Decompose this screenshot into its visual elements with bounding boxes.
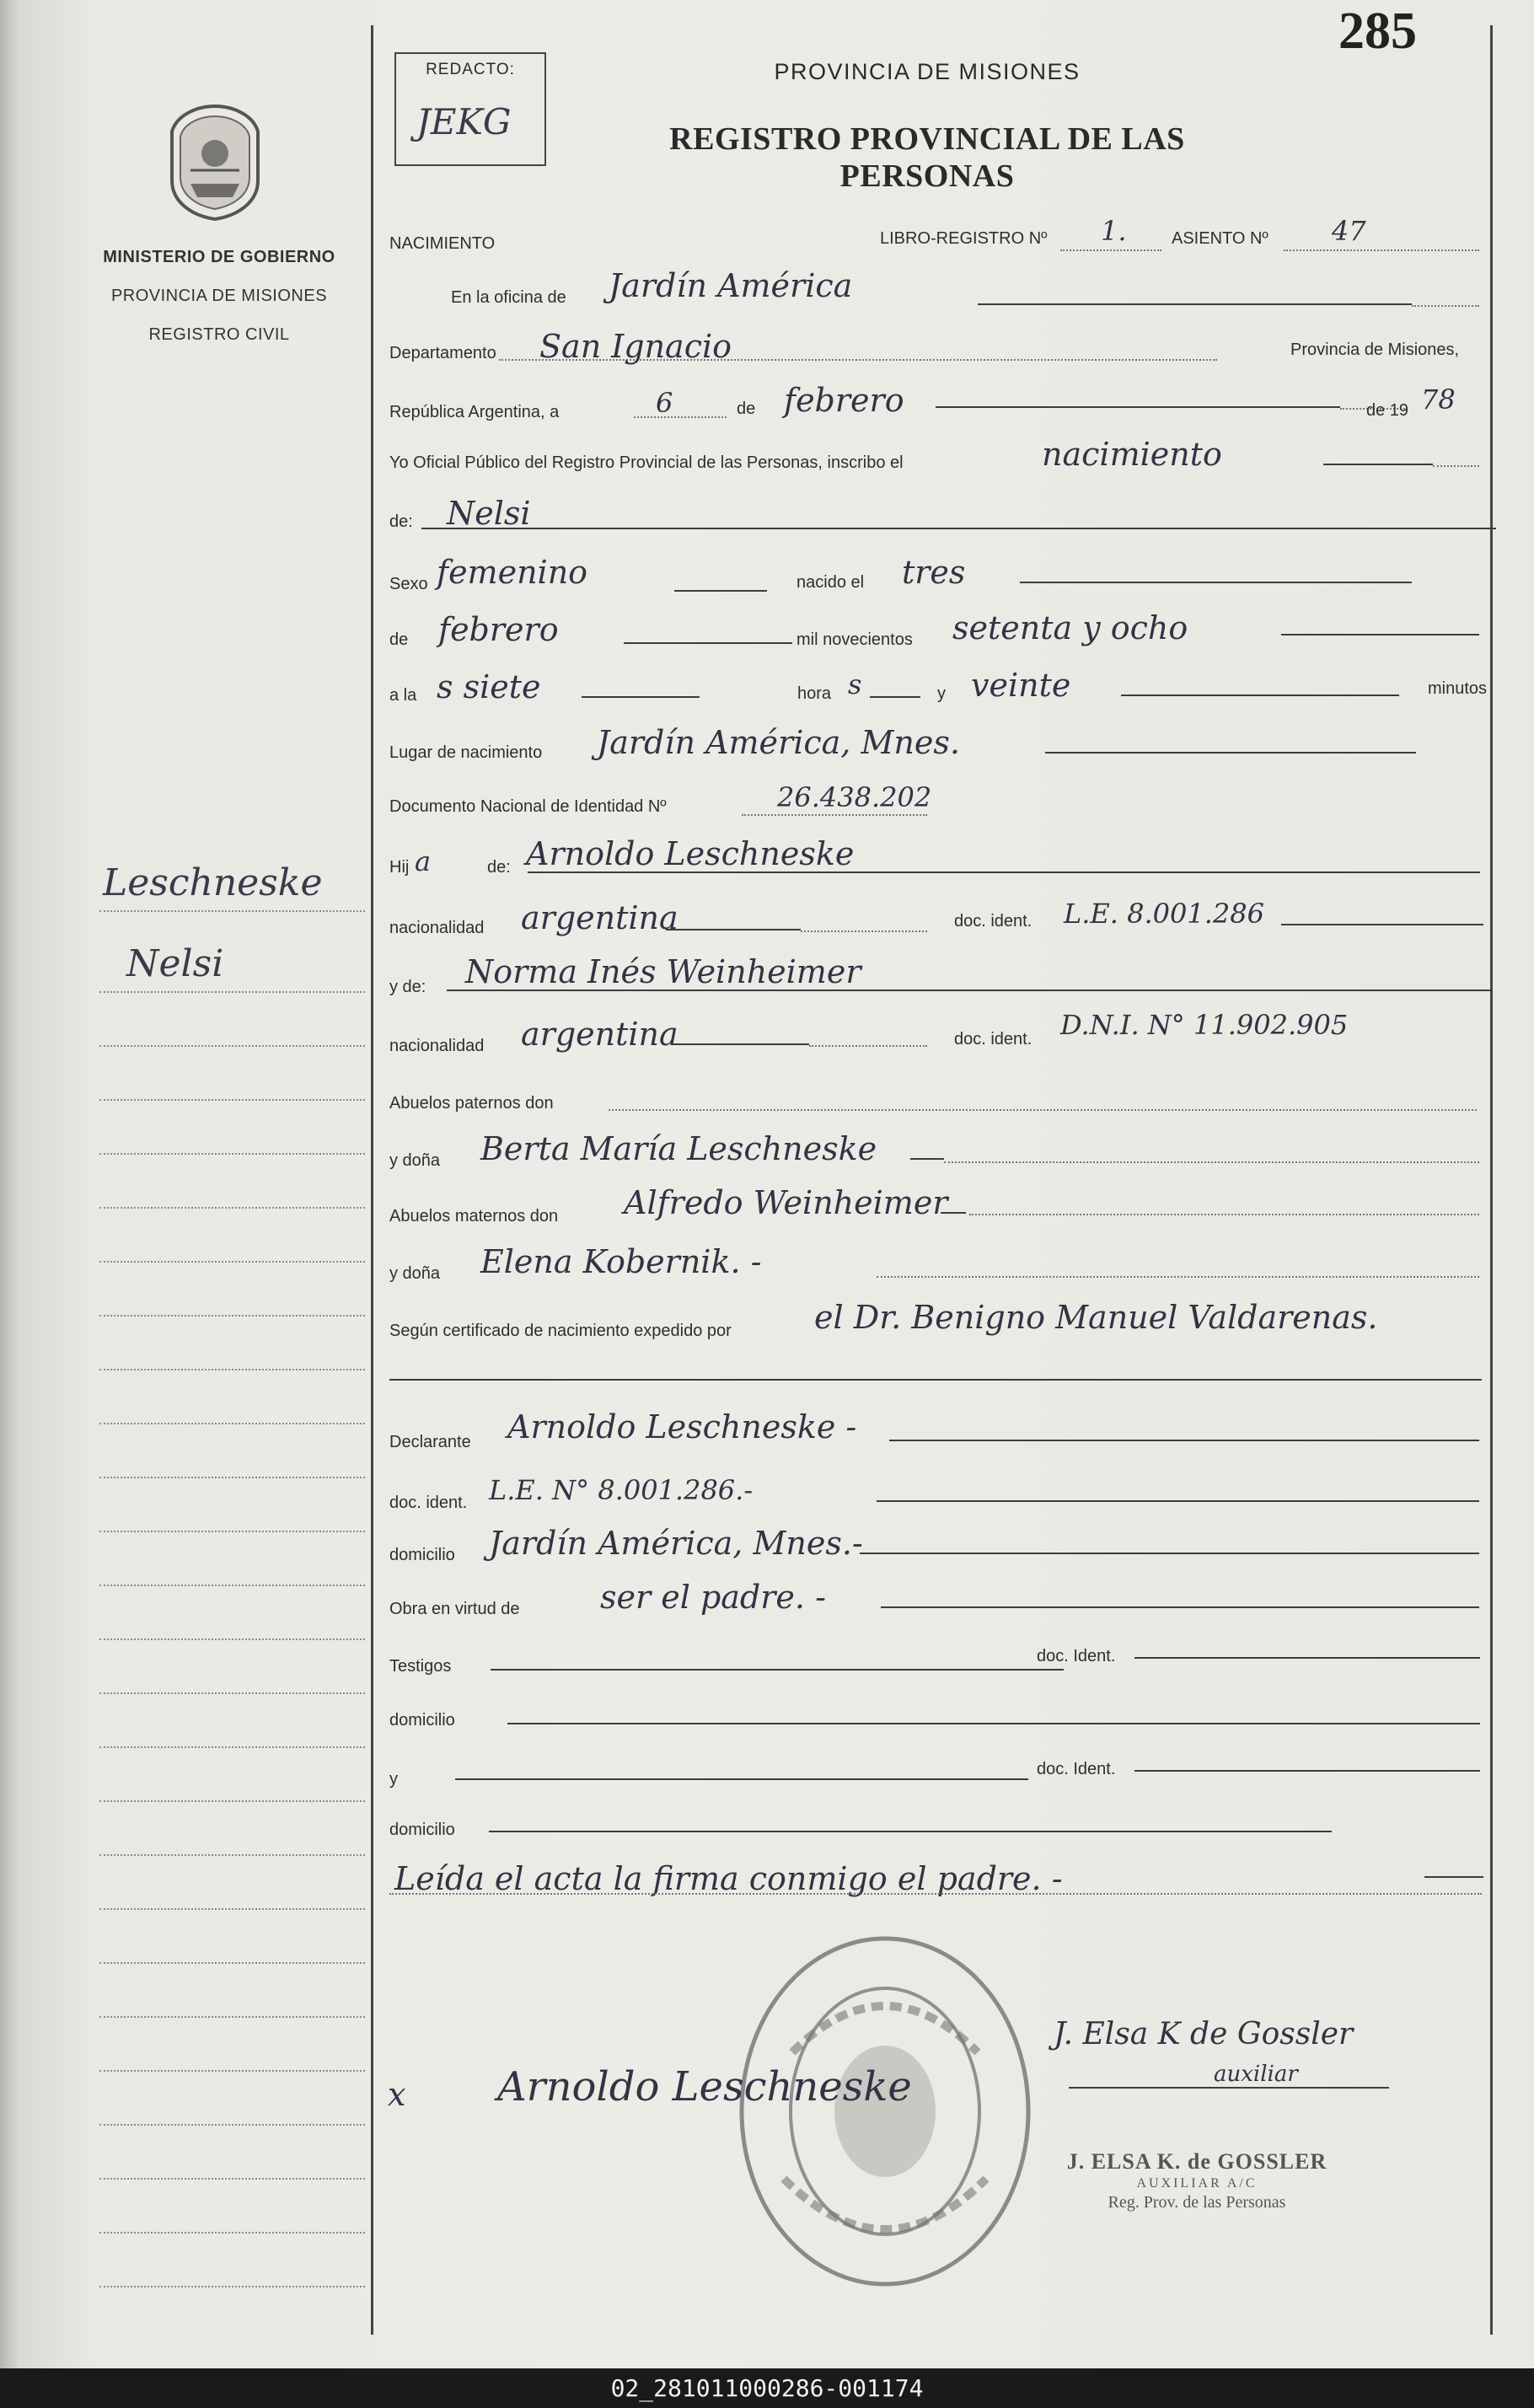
dni-label: Documento Nacional de Identidad Nº — [389, 797, 667, 816]
testigo2-line — [455, 1778, 1028, 1780]
horas-suffix: s — [848, 668, 862, 700]
nombre-value: Nelsi — [447, 495, 531, 532]
header-registry: REGISTRO PROVINCIAL DE LAS PERSONAS — [669, 121, 1185, 194]
dia-value: 6 — [656, 387, 673, 419]
record-type-label: NACIMIENTO — [389, 234, 496, 253]
obra-label: Obra en virtud de — [389, 1600, 520, 1618]
margin-rule — [99, 1423, 365, 1424]
anio2-line — [1281, 634, 1479, 636]
asiento-label: ASIENTO Nº — [1172, 229, 1268, 248]
margin-rule — [99, 1585, 365, 1586]
mes-value: febrero — [784, 382, 904, 419]
padre-nac-value: argentina — [521, 899, 678, 936]
padre-nac-label: nacionalidad — [389, 919, 485, 937]
testigo1-doc-label: doc. Ident. — [1037, 1647, 1116, 1665]
stamp-org: Reg. Prov. de las Personas — [1108, 2193, 1286, 2212]
ministry-name: MINISTERIO DE GOBIERNO — [103, 248, 335, 266]
margin-rule — [99, 1638, 365, 1640]
departamento-label: Departamento — [389, 344, 496, 362]
dni-dots — [742, 814, 927, 816]
anio-label: de 19 — [1366, 401, 1409, 420]
acto-dots — [1433, 465, 1479, 467]
obra-line — [881, 1606, 1479, 1608]
republica-label: República Argentina, a — [389, 403, 560, 421]
oficial-label: Yo Oficial Público del Registro Provincial de las Personas, inscribo el — [389, 453, 904, 472]
acto-value: nacimiento — [1042, 436, 1222, 473]
mil-label: mil novecientos — [796, 630, 913, 649]
madre-doc-label: doc. ident. — [954, 1030, 1032, 1048]
margin-rule — [99, 1531, 365, 1532]
abuelo-pat-line — [609, 1109, 1477, 1111]
domicilio-line — [860, 1553, 1479, 1554]
signature-x: x — [388, 2076, 406, 2113]
abuela-pat-mark — [910, 1158, 944, 1160]
hora-value: s siete — [437, 668, 541, 705]
minutos-value: veinte — [971, 667, 1071, 704]
nombre-line — [421, 528, 1496, 529]
declarante-line — [889, 1440, 1479, 1441]
margin-rule — [99, 2232, 365, 2234]
official-stamp-icon — [733, 1926, 1037, 2297]
sexo-label: Sexo — [389, 575, 428, 593]
departamento-value: San Ignacio — [539, 328, 732, 365]
domicilio3-label: domicilio — [389, 1821, 455, 1839]
y-dona-pat-label: y doña — [389, 1151, 441, 1170]
a-la-label: a la — [389, 686, 417, 705]
redacto-initials: JEKG — [416, 101, 512, 142]
margin-rule — [99, 2286, 365, 2287]
page-number: 285 — [1338, 3, 1417, 60]
domicilio-label: domicilio — [389, 1546, 455, 1564]
padre-nac-dots — [801, 930, 927, 932]
madre-line — [447, 989, 1492, 991]
certificado-value: el Dr. Benigno Manuel Valdarenas. — [814, 1299, 1378, 1336]
madre-nac-dots — [809, 1045, 927, 1047]
closing-note: Leída el acta la firma conmigo el padre. - — [394, 1860, 1063, 1897]
abuelo-mat-mark — [941, 1212, 966, 1214]
margin-rule — [99, 1908, 365, 1910]
domicilio2-line — [507, 1723, 1480, 1724]
margin-rule — [99, 1315, 365, 1317]
redacto-label: REDACTO: — [426, 61, 515, 78]
official-role-handwritten: auxiliar — [1214, 2062, 1298, 2087]
abuelos-mat-label: Abuelos maternos don — [389, 1207, 559, 1225]
margin-rule — [99, 910, 365, 912]
ministry-office: REGISTRO CIVIL — [148, 325, 290, 344]
nacido-line — [1020, 582, 1412, 583]
ministry-province: PROVINCIA DE MISIONES — [110, 287, 328, 305]
abuelos-pat-label: Abuelos paternos don — [389, 1094, 554, 1113]
testigo1-doc-line — [1134, 1657, 1480, 1659]
y2-label: y — [389, 1770, 398, 1789]
mes2-value: febrero — [438, 611, 559, 648]
padre-doc-line — [1281, 924, 1483, 925]
header-province: PROVINCIA DE MISIONES — [774, 59, 1081, 84]
closing-line — [1424, 1876, 1483, 1878]
certificado-label: Según certificado de nacimiento expedido por — [389, 1322, 732, 1340]
horas-line — [870, 696, 920, 698]
margin-rule — [99, 2124, 365, 2126]
oficina-line — [978, 303, 1412, 305]
domicilio-value: Jardín América, Mnes.- — [489, 1525, 863, 1562]
hij-label: Hij — [389, 858, 410, 877]
de-label: de — [737, 400, 756, 418]
madre-doc-value: D.N.I. N° 11.902.905 — [1060, 1009, 1349, 1041]
madre-nac-value: argentina — [521, 1016, 678, 1053]
image-id-bar — [0, 2368, 1534, 2408]
abuela-pat-value: Berta María Leschneske — [480, 1130, 877, 1167]
margin-rule — [99, 1854, 365, 1856]
lugar-line — [1045, 752, 1416, 754]
abuelo-mat-value: Alfredo Weinheimer — [624, 1184, 948, 1221]
lugar-value: Jardín América, Mnes. — [597, 724, 960, 761]
anio-value: 78 — [1421, 383, 1456, 416]
padre-nac-line — [666, 929, 801, 930]
margin-rule — [99, 1099, 365, 1101]
closing-dots — [389, 1893, 1482, 1895]
sexo-line — [674, 590, 767, 592]
minutos-label: minutos — [1428, 679, 1488, 698]
abuela-pat-dots — [944, 1161, 1479, 1163]
testigo2-doc-line — [1134, 1770, 1480, 1772]
oficina-value: Jardín América — [609, 267, 853, 304]
margin-surname: Leschneske — [103, 861, 323, 904]
y-de-label: y de: — [389, 978, 426, 996]
madre-value: Norma Inés Weinheimer — [465, 953, 861, 990]
father-signature: Arnoldo Leschneske — [497, 2063, 912, 2110]
provincia-suffix: Provincia de Misiones, — [1290, 341, 1460, 359]
anio2-value: setenta y ocho — [952, 609, 1188, 646]
padre-doc-label: doc. ident. — [954, 912, 1032, 930]
padre-line — [528, 871, 1480, 873]
libro-value: 1. — [1101, 215, 1127, 247]
left-margin — [0, 0, 371, 2368]
provincial-seal-icon — [165, 103, 265, 221]
y-dona-mat-label: y doña — [389, 1264, 441, 1283]
nombre-label: de: — [389, 512, 413, 531]
abuela-mat-dots — [877, 1276, 1479, 1278]
margin-rule — [99, 1369, 365, 1370]
margin-rule — [99, 1746, 365, 1748]
obra-value: ser el padre. - — [600, 1579, 826, 1616]
redacto-box — [394, 52, 546, 166]
libro-label: LIBRO-REGISTRO Nº — [880, 229, 1048, 248]
abuela-mat-value: Elena Kobernik. - — [480, 1243, 762, 1280]
asiento-value: 47 — [1332, 215, 1366, 247]
margin-rule — [99, 2178, 365, 2180]
dia-line — [634, 416, 727, 418]
lugar-label: Lugar de nacimiento — [389, 743, 543, 762]
stamp-role: AUXILIAR A/C — [1136, 2176, 1258, 2191]
margin-given-name: Nelsi — [126, 942, 224, 985]
official-stamp-block — [1011, 2149, 1382, 2212]
de2-label: de — [389, 630, 409, 649]
testigos-line — [491, 1669, 1064, 1671]
mes-line — [936, 406, 1340, 408]
acto-line — [1323, 464, 1433, 465]
margin-rule — [99, 2016, 365, 2018]
stamp-name: J. ELSA K. de GOSSLER — [1066, 2149, 1328, 2174]
oficina-dots — [1412, 305, 1479, 307]
oficina-label: En la oficina de — [451, 288, 566, 307]
decl-doc-value: L.E. N° 8.001.286.- — [489, 1474, 754, 1506]
testigo2-doc-label: doc. Ident. — [1037, 1760, 1116, 1778]
margin-rule — [99, 991, 365, 993]
decl-doc-label: doc. ident. — [389, 1494, 468, 1512]
margin-rule — [99, 1045, 365, 1047]
horas-label: hora — [797, 684, 832, 703]
domicilio2-label: domicilio — [389, 1711, 455, 1730]
declarante-value: Arnoldo Leschneske - — [507, 1408, 857, 1445]
domicilio3-line — [489, 1831, 1332, 1832]
madre-nac-line — [674, 1043, 809, 1045]
decl-doc-line — [877, 1500, 1479, 1502]
margin-rule — [99, 1207, 365, 1209]
testigos-label: Testigos — [389, 1657, 452, 1676]
y-label: y — [937, 684, 946, 703]
mes2-line — [624, 642, 792, 644]
de3-label: de: — [487, 858, 511, 877]
sexo-value: femenino — [437, 554, 588, 591]
margin-rule — [99, 1692, 365, 1694]
minutos-line — [1121, 695, 1399, 696]
official-signature: J. Elsa K de Gossler — [1054, 2017, 1354, 2051]
nacido-label: nacido el — [796, 573, 865, 592]
madre-nac-label: nacionalidad — [389, 1037, 485, 1055]
declarante-label: Declarante — [389, 1433, 471, 1451]
official-signature-line — [1069, 2087, 1389, 2089]
margin-rule — [99, 1800, 365, 1802]
asiento-line — [1284, 249, 1479, 251]
libro-line — [1060, 249, 1161, 251]
hora-line — [582, 696, 700, 698]
margin-rule — [99, 1261, 365, 1263]
margin-rule — [99, 1153, 365, 1155]
padre-value: Arnoldo Leschneske — [526, 835, 855, 872]
abuelo-mat-dots — [969, 1214, 1479, 1215]
record-form — [371, 0, 1500, 2368]
dni-value: 26.438.202 — [777, 781, 932, 813]
hij-suffix: a — [415, 845, 432, 877]
certificado-line-2 — [389, 1379, 1482, 1381]
image-id: 02_281011000286-001174 — [610, 2374, 924, 2402]
padre-doc-value: L.E. 8.001.286 — [1064, 898, 1264, 930]
nacido-value: tres — [902, 554, 966, 591]
margin-rule — [99, 1477, 365, 1478]
margin-rule — [99, 2070, 365, 2072]
margin-rule — [99, 1962, 365, 1964]
